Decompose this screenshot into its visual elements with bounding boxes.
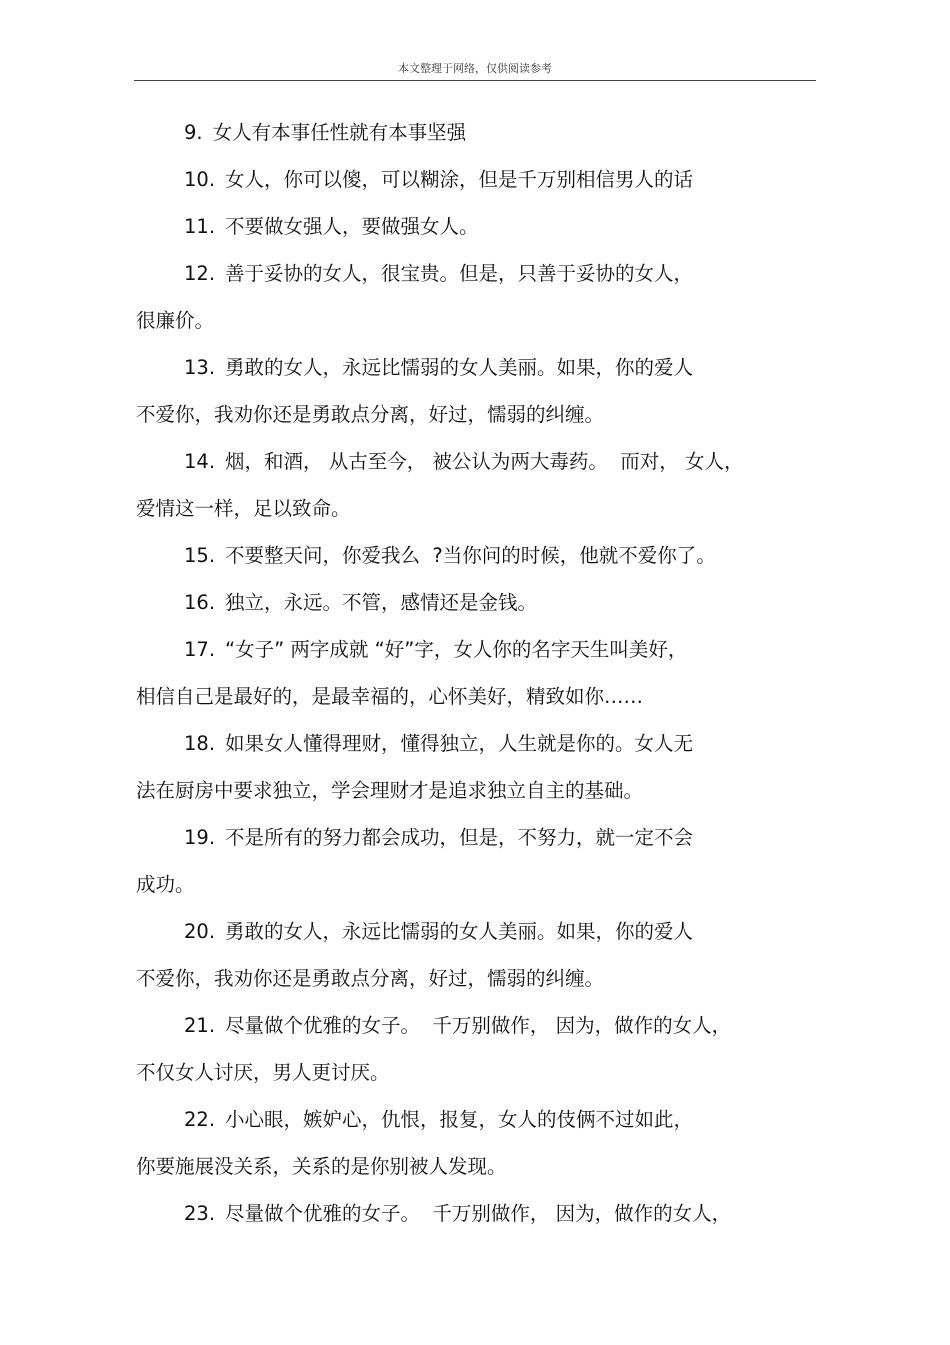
item-continuation [136, 955, 796, 1002]
item-number: 16. [184, 591, 216, 614]
item-text: 勇敢的女人，永远比懦弱的女人美丽。如果，你的爱人 [225, 920, 694, 943]
item-text: 很廉价。 [136, 309, 215, 332]
item-text: 尽量做个优雅的女子。 千万别做作， 因为，做作的女人， [225, 1014, 732, 1037]
item-line [136, 109, 796, 156]
item-text: 小心眼，嫉妒心，仇恨，报复，女人的伎俩不过如此， [225, 1108, 694, 1131]
item-number: 17. [184, 638, 216, 661]
item-text: “女子” 两字成就 “好”字，女人你的名字天生叫美好， [225, 638, 688, 661]
item-text: 法在厨房中要求独立，学会理财才是追求独立自主的基础。 [136, 779, 644, 802]
item-text: 相信自己是最好的，是最幸福的，心怀美好，精致如你…… [136, 685, 644, 708]
item-continuation [136, 1143, 796, 1190]
item-number: 14. [184, 450, 216, 473]
item-line [136, 814, 796, 861]
item-line [136, 579, 796, 626]
item-text: 不爱你，我劝你还是勇敢点分离，好过，懦弱的纠缠。 [136, 403, 605, 426]
item-line [136, 532, 796, 579]
item-number: 13. [184, 356, 216, 379]
item-number: 18. [184, 732, 216, 755]
item-number: 11. [184, 215, 216, 238]
item-continuation [136, 391, 796, 438]
item-text: 烟，和酒， 从古至今， 被公认为两大毒药。 而对， 女人， [225, 450, 744, 473]
item-line [136, 908, 796, 955]
item-text: 善于妥协的女人，很宝贵。但是，只善于妥协的女人， [225, 262, 694, 285]
item-text: 不爱你，我劝你还是勇敢点分离，好过，懦弱的纠缠。 [136, 967, 605, 990]
item-line [136, 156, 796, 203]
item-number: 9. [184, 121, 203, 144]
page-header: 本文整理于网络，仅供阅读参考 [398, 62, 552, 75]
item-text: 不要做女强人，要做强女人。 [225, 215, 479, 238]
item-line [136, 438, 796, 485]
item-text: 成功。 [136, 873, 195, 896]
item-continuation [136, 297, 796, 344]
item-text: 女人，你可以傻，可以糊涂，但是千万别相信男人的话 [225, 168, 694, 191]
item-text: 尽量做个优雅的女子。 千万别做作， 因为，做作的女人， [225, 1202, 732, 1225]
item-continuation [136, 767, 796, 814]
item-text: 爱情这一样，足以致命。 [136, 497, 351, 520]
item-text: 不要整天问，你爱我么 ?当你问的时候，他就不爱你了。 [225, 544, 716, 567]
item-number: 12. [184, 262, 216, 285]
item-line [136, 1190, 796, 1237]
item-line [136, 720, 796, 767]
item-number: 21. [184, 1014, 216, 1037]
item-text: 女人有本事任性就有本事坚强 [212, 121, 467, 144]
item-number: 23. [184, 1202, 216, 1225]
item-line [136, 1096, 796, 1143]
item-text: 不是所有的努力都会成功，但是，不努力，就一定不会 [225, 826, 694, 849]
document-body [136, 109, 796, 1237]
item-continuation [136, 673, 796, 720]
item-text: 勇敢的女人，永远比懦弱的女人美丽。如果，你的爱人 [225, 356, 694, 379]
item-text: 如果女人懂得理财，懂得独立，人生就是你的。女人无 [225, 732, 694, 755]
item-text: 独立，永远。不管，感情还是金钱。 [225, 591, 538, 614]
item-continuation [136, 1049, 796, 1096]
item-number: 19. [184, 826, 216, 849]
item-line [136, 1002, 796, 1049]
item-number: 15. [184, 544, 216, 567]
item-continuation [136, 485, 796, 532]
item-line [136, 344, 796, 391]
item-line [136, 250, 796, 297]
item-number: 10. [184, 168, 216, 191]
header-rule [134, 80, 816, 81]
item-text: 你要施展没关系，关系的是你别被人发现。 [136, 1155, 507, 1178]
item-continuation [136, 861, 796, 908]
item-line [136, 626, 796, 673]
item-line [136, 203, 796, 250]
item-text: 不仅女人讨厌，男人更讨厌。 [136, 1061, 390, 1084]
item-number: 20. [184, 920, 216, 943]
item-number: 22. [184, 1108, 216, 1131]
